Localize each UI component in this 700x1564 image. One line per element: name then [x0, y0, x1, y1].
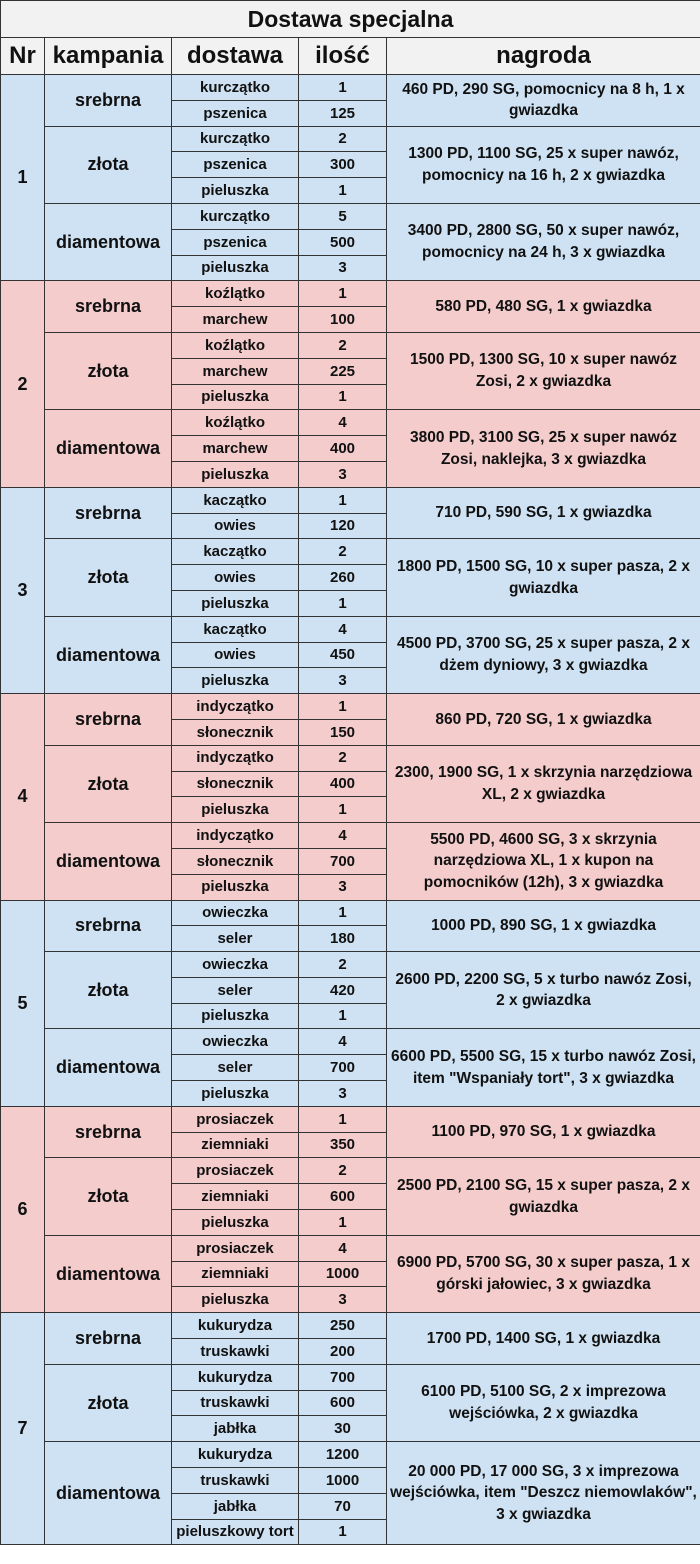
table-title: Dostawa specjalna — [1, 1, 700, 38]
delivery-qty: 4 — [299, 823, 387, 849]
delivery-item: pieluszka — [172, 1210, 299, 1236]
delivery-item: owies — [172, 565, 299, 591]
delivery-item: owies — [172, 513, 299, 539]
campaign-name: złota — [45, 745, 172, 822]
reward-text: 6600 PD, 5500 SG, 15 x turbo nawóz Zosi, item "Wspaniały tort", 3 x gwiazdka — [387, 1029, 700, 1106]
campaign-name: diamentowa — [45, 1029, 172, 1106]
delivery-qty: 150 — [299, 719, 387, 745]
delivery-item: pszenica — [172, 100, 299, 126]
delivery-item: pieluszka — [172, 874, 299, 900]
reward-text: 710 PD, 590 SG, 1 x gwiazdka — [387, 487, 700, 539]
reward-text: 580 PD, 480 SG, 1 x gwiazdka — [387, 281, 700, 333]
table-row — [1, 694, 700, 720]
table-row — [1, 1313, 700, 1339]
delivery-item: pieluszka — [172, 1003, 299, 1029]
delivery-item: słonecznik — [172, 848, 299, 874]
delivery-qty: 1 — [299, 75, 387, 101]
campaign-name: złota — [45, 1364, 172, 1441]
delivery-item: truskawki — [172, 1390, 299, 1416]
delivery-qty: 1 — [299, 797, 387, 823]
campaign-name: złota — [45, 126, 172, 203]
delivery-qty: 1 — [299, 1210, 387, 1236]
campaign-name: diamentowa — [45, 823, 172, 900]
delivery-item: kurczątko — [172, 75, 299, 101]
delivery-qty: 700 — [299, 1055, 387, 1081]
reward-text: 3400 PD, 2800 SG, 50 x super nawóz, pomocnicy na 24 h, 3 x gwiazdka — [387, 203, 700, 280]
delivery-item: ziemniaki — [172, 1132, 299, 1158]
delivery-qty: 1 — [299, 384, 387, 410]
delivery-item: owies — [172, 642, 299, 668]
delivery-qty: 400 — [299, 436, 387, 462]
campaign-name: diamentowa — [45, 203, 172, 280]
delivery-item: jabłka — [172, 1493, 299, 1519]
campaign-name: diamentowa — [45, 616, 172, 693]
delivery-qty: 120 — [299, 513, 387, 539]
delivery-qty: 4 — [299, 410, 387, 436]
delivery-item: marchew — [172, 358, 299, 384]
delivery-item: kurczątko — [172, 126, 299, 152]
delivery-qty: 1200 — [299, 1442, 387, 1468]
delivery-qty: 3 — [299, 874, 387, 900]
delivery-qty: 1 — [299, 900, 387, 926]
delivery-item: pszenica — [172, 152, 299, 178]
table-row — [1, 126, 700, 152]
delivery-item: pieluszka — [172, 461, 299, 487]
delivery-qty: 4 — [299, 1235, 387, 1261]
delivery-item: prosiaczek — [172, 1106, 299, 1132]
delivery-item: ziemniaki — [172, 1261, 299, 1287]
campaign-name: srebrna — [45, 1106, 172, 1158]
delivery-item: kukurydza — [172, 1313, 299, 1339]
reward-text: 6900 PD, 5700 SG, 30 x super pasza, 1 x górski jałowiec, 3 x gwiazdka — [387, 1235, 700, 1312]
table-row — [1, 1364, 700, 1390]
delivery-item: koźlątko — [172, 410, 299, 436]
reward-text: 1700 PD, 1400 SG, 1 x gwiazdka — [387, 1313, 700, 1365]
reward-text: 3800 PD, 3100 SG, 25 x super nawóz Zosi, naklejka, 3 x gwiazdka — [387, 410, 700, 487]
delivery-qty: 300 — [299, 152, 387, 178]
delivery-item: pieluszka — [172, 797, 299, 823]
delivery-qty: 1 — [299, 281, 387, 307]
campaign-name: złota — [45, 332, 172, 409]
delivery-item: prosiaczek — [172, 1158, 299, 1184]
reward-text: 5500 PD, 4600 SG, 3 x skrzynia narzędziowa XL, 1 x kupon na pomocników (12h), 3 x gwiazdka — [387, 823, 700, 900]
delivery-qty: 1000 — [299, 1261, 387, 1287]
campaign-name: srebrna — [45, 487, 172, 539]
delivery-qty: 100 — [299, 307, 387, 333]
table-row — [1, 952, 700, 978]
table-body — [1, 75, 700, 1545]
delivery-item: koźlątko — [172, 281, 299, 307]
delivery-qty: 3 — [299, 461, 387, 487]
delivery-item: słonecznik — [172, 719, 299, 745]
delivery-qty: 3 — [299, 1287, 387, 1313]
campaign-name: diamentowa — [45, 1442, 172, 1545]
delivery-qty: 500 — [299, 229, 387, 255]
delivery-item: pieluszka — [172, 668, 299, 694]
reward-text: 2300, 1900 SG, 1 x skrzynia narzędziowa XL, 2 x gwiazdka — [387, 745, 700, 822]
delivery-item: truskawki — [172, 1468, 299, 1494]
delivery-qty: 600 — [299, 1390, 387, 1416]
table-row — [1, 1158, 700, 1184]
delivery-qty: 5 — [299, 203, 387, 229]
delivery-item: pieluszkowy tort — [172, 1519, 299, 1545]
delivery-item: pszenica — [172, 229, 299, 255]
reward-text: 2600 PD, 2200 SG, 5 x turbo nawóz Zosi, 2 x gwiazdka — [387, 952, 700, 1029]
delivery-qty: 350 — [299, 1132, 387, 1158]
delivery-qty: 2 — [299, 952, 387, 978]
header-qty: ilość — [299, 38, 387, 75]
reward-text: 860 PD, 720 SG, 1 x gwiazdka — [387, 694, 700, 746]
table-row — [1, 823, 700, 849]
delivery-item: pieluszka — [172, 178, 299, 204]
delivery-qty: 700 — [299, 1364, 387, 1390]
delivery-qty: 70 — [299, 1493, 387, 1519]
delivery-qty: 250 — [299, 1313, 387, 1339]
header-delivery: dostawa — [172, 38, 299, 75]
delivery-item: ziemniaki — [172, 1184, 299, 1210]
table-row — [1, 487, 700, 513]
reward-text: 1800 PD, 1500 SG, 10 x super pasza, 2 x gwiazdka — [387, 539, 700, 616]
reward-text: 1000 PD, 890 SG, 1 x gwiazdka — [387, 900, 700, 952]
delivery-qty: 700 — [299, 848, 387, 874]
delivery-qty: 400 — [299, 771, 387, 797]
delivery-item: owieczka — [172, 900, 299, 926]
delivery-qty: 4 — [299, 616, 387, 642]
delivery-qty: 2 — [299, 332, 387, 358]
reward-text: 4500 PD, 3700 SG, 25 x super pasza, 2 x dżem dyniowy, 3 x gwiazdka — [387, 616, 700, 693]
campaign-name: srebrna — [45, 75, 172, 127]
delivery-qty: 1000 — [299, 1468, 387, 1494]
header-nr: Nr — [1, 38, 45, 75]
delivery-qty: 1 — [299, 694, 387, 720]
delivery-qty: 2 — [299, 1158, 387, 1184]
delivery-item: kurczątko — [172, 203, 299, 229]
delivery-qty: 2 — [299, 126, 387, 152]
delivery-qty: 4 — [299, 1029, 387, 1055]
group-number: 5 — [1, 900, 45, 1106]
delivery-item: koźlątko — [172, 332, 299, 358]
delivery-item: owieczka — [172, 952, 299, 978]
header-campaign: kampania — [45, 38, 172, 75]
delivery-qty: 3 — [299, 668, 387, 694]
delivery-item: owieczka — [172, 1029, 299, 1055]
table-row — [1, 281, 700, 307]
delivery-item: kaczątko — [172, 616, 299, 642]
delivery-qty: 1 — [299, 487, 387, 513]
reward-text: 1300 PD, 1100 SG, 25 x super nawóz, pomocnicy na 16 h, 2 x gwiazdka — [387, 126, 700, 203]
delivery-qty: 200 — [299, 1339, 387, 1365]
reward-text: 6100 PD, 5100 SG, 2 x imprezowa wejściówka, 2 x gwiazdka — [387, 1364, 700, 1441]
delivery-item: pieluszka — [172, 1081, 299, 1107]
delivery-qty: 1 — [299, 1519, 387, 1545]
group-number: 1 — [1, 75, 45, 281]
group-number: 6 — [1, 1106, 45, 1312]
reward-text: 20 000 PD, 17 000 SG, 3 x imprezowa wejściówka, item "Deszcz niemowlaków", 3 x gwiazdka — [387, 1442, 700, 1545]
table-row — [1, 410, 700, 436]
delivery-qty: 450 — [299, 642, 387, 668]
table-row — [1, 1106, 700, 1132]
delivery-item: kukurydza — [172, 1442, 299, 1468]
delivery-qty: 1 — [299, 1106, 387, 1132]
delivery-item: pieluszka — [172, 590, 299, 616]
delivery-item: pieluszka — [172, 1287, 299, 1313]
campaign-name: srebrna — [45, 1313, 172, 1365]
reward-text: 460 PD, 290 SG, pomocnicy na 8 h, 1 x gwiazdka — [387, 75, 700, 127]
delivery-qty: 1 — [299, 178, 387, 204]
delivery-qty: 225 — [299, 358, 387, 384]
group-number: 7 — [1, 1313, 45, 1545]
delivery-qty: 2 — [299, 539, 387, 565]
table-row — [1, 75, 700, 101]
table-row — [1, 745, 700, 771]
campaign-name: srebrna — [45, 900, 172, 952]
delivery-item: indyczątko — [172, 694, 299, 720]
delivery-item: słonecznik — [172, 771, 299, 797]
group-number: 4 — [1, 694, 45, 900]
delivery-item: kaczątko — [172, 487, 299, 513]
delivery-qty: 2 — [299, 745, 387, 771]
delivery-item: marchew — [172, 307, 299, 333]
delivery-item: seler — [172, 926, 299, 952]
campaign-name: srebrna — [45, 694, 172, 746]
header-reward: nagroda — [387, 38, 700, 75]
table-row — [1, 900, 700, 926]
group-number: 2 — [1, 281, 45, 487]
delivery-qty: 600 — [299, 1184, 387, 1210]
delivery-item: kaczątko — [172, 539, 299, 565]
delivery-item: indyczątko — [172, 745, 299, 771]
delivery-qty: 420 — [299, 977, 387, 1003]
delivery-qty: 180 — [299, 926, 387, 952]
campaign-name: złota — [45, 539, 172, 616]
delivery-qty: 125 — [299, 100, 387, 126]
delivery-qty: 1 — [299, 590, 387, 616]
table-row — [1, 332, 700, 358]
delivery-qty: 3 — [299, 1081, 387, 1107]
reward-text: 1100 PD, 970 SG, 1 x gwiazdka — [387, 1106, 700, 1158]
table-row — [1, 539, 700, 565]
delivery-item: seler — [172, 1055, 299, 1081]
delivery-item: pieluszka — [172, 255, 299, 281]
delivery-qty: 1 — [299, 1003, 387, 1029]
campaign-name: srebrna — [45, 281, 172, 333]
delivery-qty: 30 — [299, 1416, 387, 1442]
delivery-qty: 260 — [299, 565, 387, 591]
delivery-item: jabłka — [172, 1416, 299, 1442]
delivery-item: marchew — [172, 436, 299, 462]
group-number: 3 — [1, 487, 45, 693]
table-row — [1, 1235, 700, 1261]
table-row — [1, 1029, 700, 1055]
campaign-name: diamentowa — [45, 410, 172, 487]
table-row — [1, 1442, 700, 1468]
campaign-name: diamentowa — [45, 1235, 172, 1312]
reward-text: 2500 PD, 2100 SG, 15 x super pasza, 2 x gwiazdka — [387, 1158, 700, 1235]
delivery-item: truskawki — [172, 1339, 299, 1365]
delivery-item: seler — [172, 977, 299, 1003]
delivery-item: indyczątko — [172, 823, 299, 849]
reward-text: 1500 PD, 1300 SG, 10 x super nawóz Zosi, 2 x gwiazdka — [387, 332, 700, 409]
table-row — [1, 616, 700, 642]
table-row — [1, 203, 700, 229]
delivery-qty: 3 — [299, 255, 387, 281]
campaign-name: złota — [45, 952, 172, 1029]
delivery-item: pieluszka — [172, 384, 299, 410]
campaign-name: złota — [45, 1158, 172, 1235]
delivery-item: kukurydza — [172, 1364, 299, 1390]
delivery-item: prosiaczek — [172, 1235, 299, 1261]
